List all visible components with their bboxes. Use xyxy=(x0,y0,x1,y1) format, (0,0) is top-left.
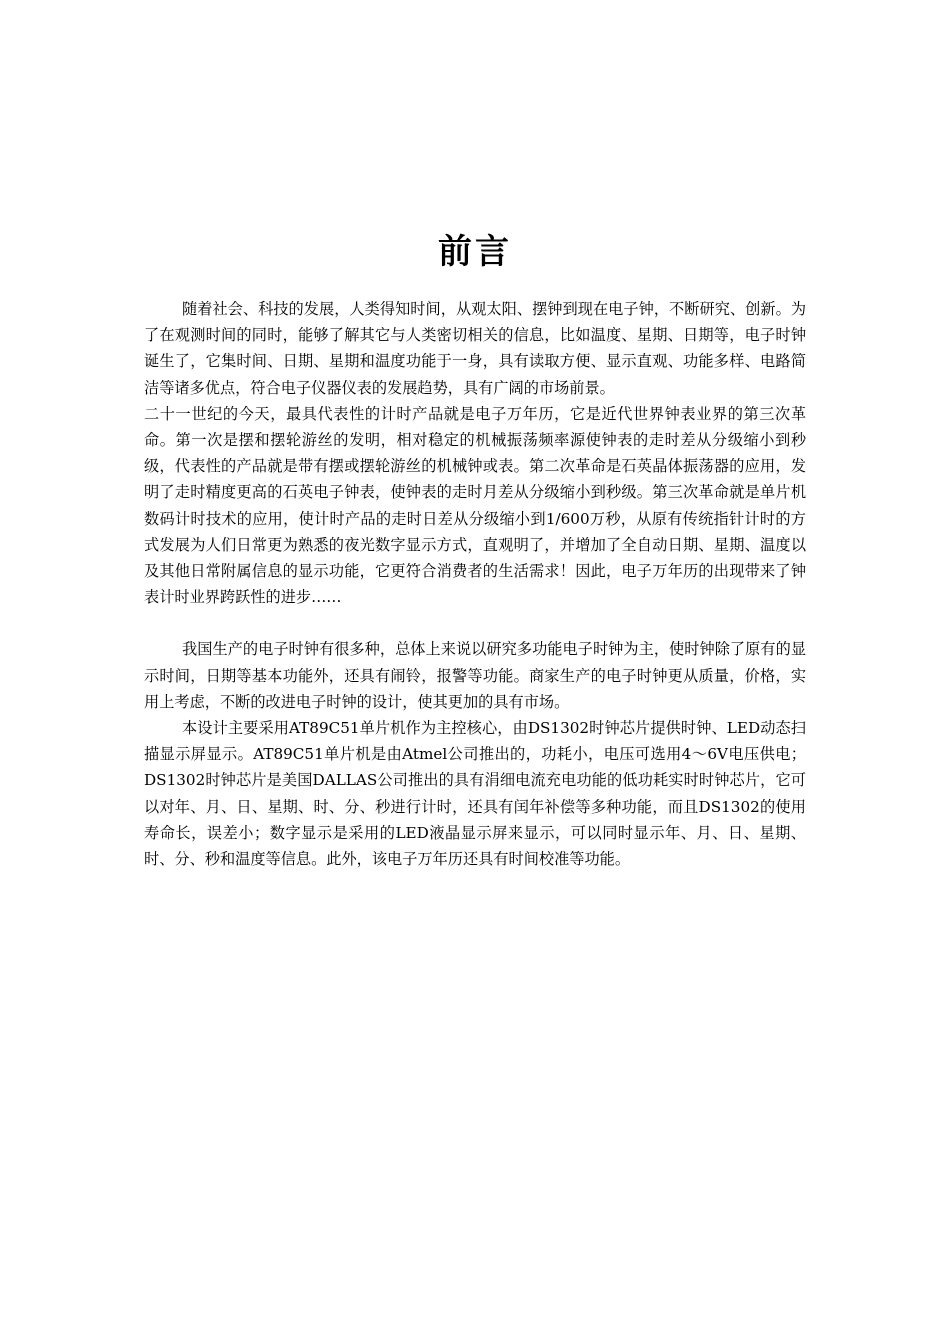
paragraph-1: 随着社会、科技的发展，人类得知时间，从观太阳、摆钟到现在电子钟，不断研究、创新。为了在观测时间的同时，能够了解其它与人类密切相关的信息，比如温度、星期、日期等，电子时钟诞生了，它集时间、日期、星期和温度功能于一身，具有读取方便、显示直观、功能多样、电路简洁等诸多优点，符合电子仪器仪表的发展趋势，具有广阔的市场前景。 xyxy=(144,300,806,397)
page-title: 前言 xyxy=(438,232,512,272)
paragraph-4: 本设计主要采用AT89C51单片机作为主控核心，由DS1302时钟芯片提供时钟、LED动态扫描显示屏显示。AT89C51单片机是由Atmel公司推出的，功耗小，电压可选用4～6V电压供电；DS1302时钟芯片是美国DALLAS公司推出的具有涓细电流充电功能的低功耗实时时钟芯片，它可以对年、月、日、星期、时、分、秒进行计时，还具有闰年补偿等多种功能，而且DS1302的使用寿命长，误差小；数字显示是采用的LED液晶显示屏来显示，可以同时显示年、月、日、星期、时、分、秒和温度等信息。此外，该电子万年历还具有时间校准等功能。 xyxy=(144,719,806,869)
paragraph-3: 我国生产的电子时钟有很多种，总体上来说以研究多功能电子时钟为主，使时钟除了原有的显示时间，日期等基本功能外，还具有闹铃，报警等功能。商家生产的电子时钟更从质量，价格，实用上考虑，不断的改进电子时钟的设计，使其更加的具有市场。 xyxy=(144,640,806,711)
paragraph-spacer xyxy=(144,610,806,636)
body-text xyxy=(144,296,806,872)
paragraph-2: 二十一世纪的今天，最具代表性的计时产品就是电子万年历，它是近代世界钟表业界的第三次革命。第一次是摆和摆轮游丝的发明，相对稳定的机械振荡频率源使钟表的走时差从分级缩小到秒级，代表性的产品就是带有摆或摆轮游丝的机械钟或表。第二次革命是石英晶体振荡器的应用，发明了走时精度更高的石英电子钟表，使钟表的走时月差从分级缩小到秒级。第三次革命就是单片机数码计时技术的应用，使计时产品的走时日差从分级缩小到1/600万秒，从原有传统指针计时的方式发展为人们日常更为熟悉的夜光数字显示方式，直观明了，并增加了全自动日期、星期、温度以及其他日常附属信息的显示功能，它更符合消费者的生活需求！因此，电子万年历的出现带来了钟表计时业界跨跃性的进步…… xyxy=(144,404,806,607)
